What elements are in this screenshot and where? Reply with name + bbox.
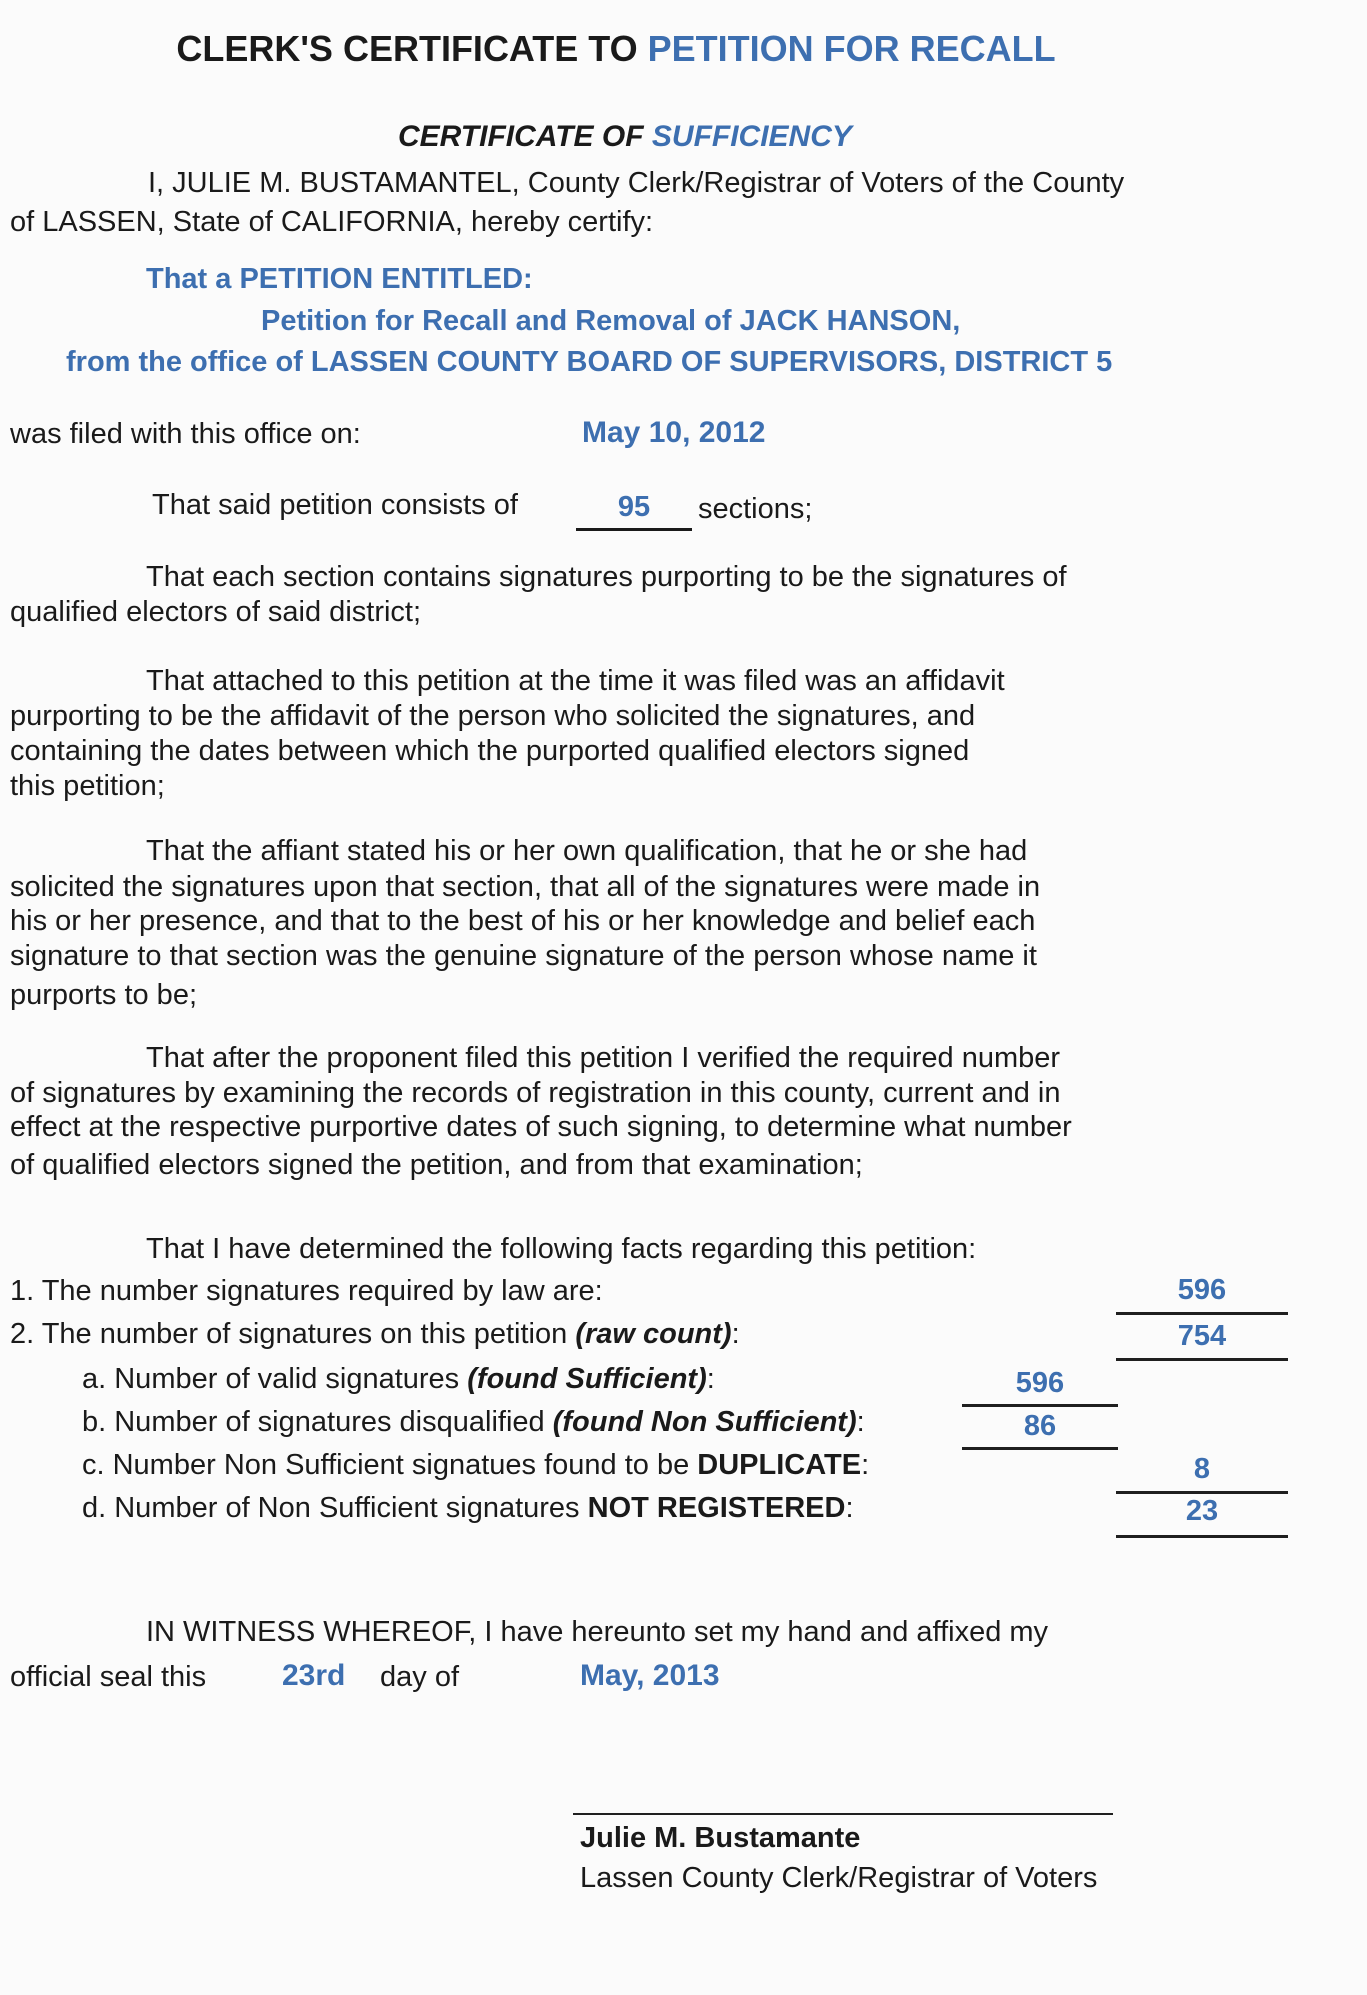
fact-1-underline bbox=[1116, 1312, 1288, 1315]
filed-label: was filed with this office on: bbox=[10, 418, 361, 450]
fact-c-value: 8 bbox=[1193, 1453, 1211, 1485]
signer-title: Lassen County Clerk/Registrar of Voters bbox=[580, 1862, 1098, 1894]
document-title bbox=[0, 28, 1367, 70]
signer-name: Julie M. Bustamante bbox=[580, 1822, 861, 1854]
subtitle-prefix: CERTIFICATE OF bbox=[398, 120, 652, 153]
paragraph-3-line-5: purports to be; bbox=[10, 979, 197, 1011]
paragraph-3-line-2: solicited the signatures upon that section, that all of the signatures were made in bbox=[10, 871, 1041, 903]
paragraph-2-line-3: containing the dates between which the purported qualified electors signed bbox=[10, 735, 970, 767]
fact-b-label bbox=[82, 1404, 865, 1440]
fact-2-colon: : bbox=[731, 1318, 740, 1350]
witness-line-1: IN WITNESS WHEREOF, I have hereunto set my hand and affixed my bbox=[146, 1616, 1049, 1648]
fact-a-underline bbox=[962, 1404, 1118, 1407]
fact-b-value: 86 bbox=[1023, 1410, 1057, 1442]
paragraph-2-line-4: this petition; bbox=[10, 770, 165, 802]
paragraph-4-line-3: effect at the respective purportive dates of such signing, to determine what number bbox=[10, 1111, 1072, 1143]
fact-c-label bbox=[82, 1447, 869, 1483]
fact-a-label bbox=[82, 1361, 715, 1397]
fact-c-underline bbox=[1116, 1491, 1288, 1494]
fact-2-emphasis: (raw count) bbox=[575, 1318, 732, 1350]
sections-count-underline bbox=[576, 528, 692, 531]
filed-date: May 10, 2012 bbox=[582, 416, 766, 449]
paragraph-4-line-1: That after the proponent filed this petition I verified the required number bbox=[146, 1042, 1061, 1074]
fact-2-underline bbox=[1116, 1358, 1288, 1361]
sections-suffix: sections; bbox=[698, 493, 813, 525]
document-subtitle bbox=[398, 120, 852, 154]
fact-a-emphasis: (found Sufficient) bbox=[467, 1363, 707, 1395]
paragraph-4-line-4: of qualified electors signed the petition, and from that examination; bbox=[10, 1149, 863, 1181]
paragraph-3-line-3: his or her presence, and that to the best of his or her knowledge and belief each bbox=[10, 905, 1036, 937]
facts-intro: That I have determined the following facts regarding this petition: bbox=[146, 1233, 977, 1265]
fact-b-underline bbox=[962, 1447, 1118, 1450]
witness-day: 23rd bbox=[282, 1659, 346, 1692]
fact-a-text: a. Number of valid signatures bbox=[82, 1363, 468, 1395]
fact-b-text: b. Number of signatures disqualified bbox=[82, 1406, 553, 1438]
sections-count: 95 bbox=[617, 491, 651, 523]
title-highlight: PETITION FOR RECALL bbox=[647, 28, 1056, 69]
intro-line-2: of LASSEN, State of CALIFORNIA, hereby certify: bbox=[10, 206, 654, 238]
petition-title-line-1: Petition for Recall and Removal of JACK HANSON, bbox=[261, 305, 961, 337]
intro-line-1: I, JULIE M. BUSTAMANTEL, County Clerk/Registrar of Voters of the County bbox=[148, 167, 1125, 199]
fact-d-underline bbox=[1116, 1535, 1288, 1538]
witness-month-year: May, 2013 bbox=[580, 1659, 720, 1692]
fact-a-value: 596 bbox=[1015, 1367, 1065, 1399]
subtitle-highlight: SUFFICIENCY bbox=[651, 120, 852, 153]
title-prefix: CLERK'S CERTIFICATE TO bbox=[176, 28, 648, 69]
fact-1-value: 596 bbox=[1177, 1274, 1227, 1306]
fact-d-label bbox=[82, 1490, 854, 1526]
paragraph-1-line-1: That each section contains signatures purporting to be the signatures of bbox=[146, 561, 1067, 593]
witness-seal-prefix: official seal this bbox=[10, 1661, 207, 1693]
fact-1-label: 1. The number signatures required by law are: bbox=[10, 1275, 603, 1307]
fact-c-colon: : bbox=[861, 1449, 870, 1481]
paragraph-2-line-1: That attached to this petition at the time it was filed was an affidavit bbox=[146, 665, 1005, 697]
signature-line bbox=[573, 1813, 1113, 1815]
fact-c-text: c. Number Non Sufficient signatues found to be bbox=[82, 1449, 698, 1481]
fact-2-text: 2. The number of signatures on this petition bbox=[10, 1318, 576, 1350]
fact-d-value: 23 bbox=[1185, 1495, 1219, 1527]
fact-d-text: d. Number of Non Sufficient signatures bbox=[82, 1492, 588, 1524]
witness-day-of: day of bbox=[380, 1661, 459, 1693]
fact-a-colon: : bbox=[706, 1363, 715, 1395]
fact-c-emphasis: DUPLICATE bbox=[697, 1449, 862, 1481]
fact-b-emphasis: (found Non Sufficient) bbox=[552, 1406, 857, 1438]
paragraph-3-line-4: signature to that section was the genuine signature of the person whose name it bbox=[10, 940, 1037, 972]
paragraph-2-line-2: purporting to be the affidavit of the person who solicited the signatures, and bbox=[10, 700, 976, 732]
paragraph-1-line-2: qualified electors of said district; bbox=[10, 596, 422, 628]
sections-prefix: That said petition consists of bbox=[152, 489, 518, 521]
petition-entitled-label: That a PETITION ENTITLED: bbox=[146, 263, 533, 295]
fact-d-emphasis: NOT REGISTERED bbox=[587, 1492, 846, 1524]
paragraph-3-line-1: That the affiant stated his or her own qualification, that he or she had bbox=[146, 835, 1028, 867]
paragraph-4-line-2: of signatures by examining the records of registration in this county, current and in bbox=[10, 1077, 1061, 1109]
fact-2-value: 754 bbox=[1177, 1320, 1227, 1352]
fact-b-colon: : bbox=[856, 1406, 865, 1438]
fact-2-label bbox=[10, 1316, 740, 1352]
fact-d-colon: : bbox=[845, 1492, 854, 1524]
petition-title-line-2: from the office of LASSEN COUNTY BOARD OF SUPERVISORS, DISTRICT 5 bbox=[66, 346, 1113, 378]
